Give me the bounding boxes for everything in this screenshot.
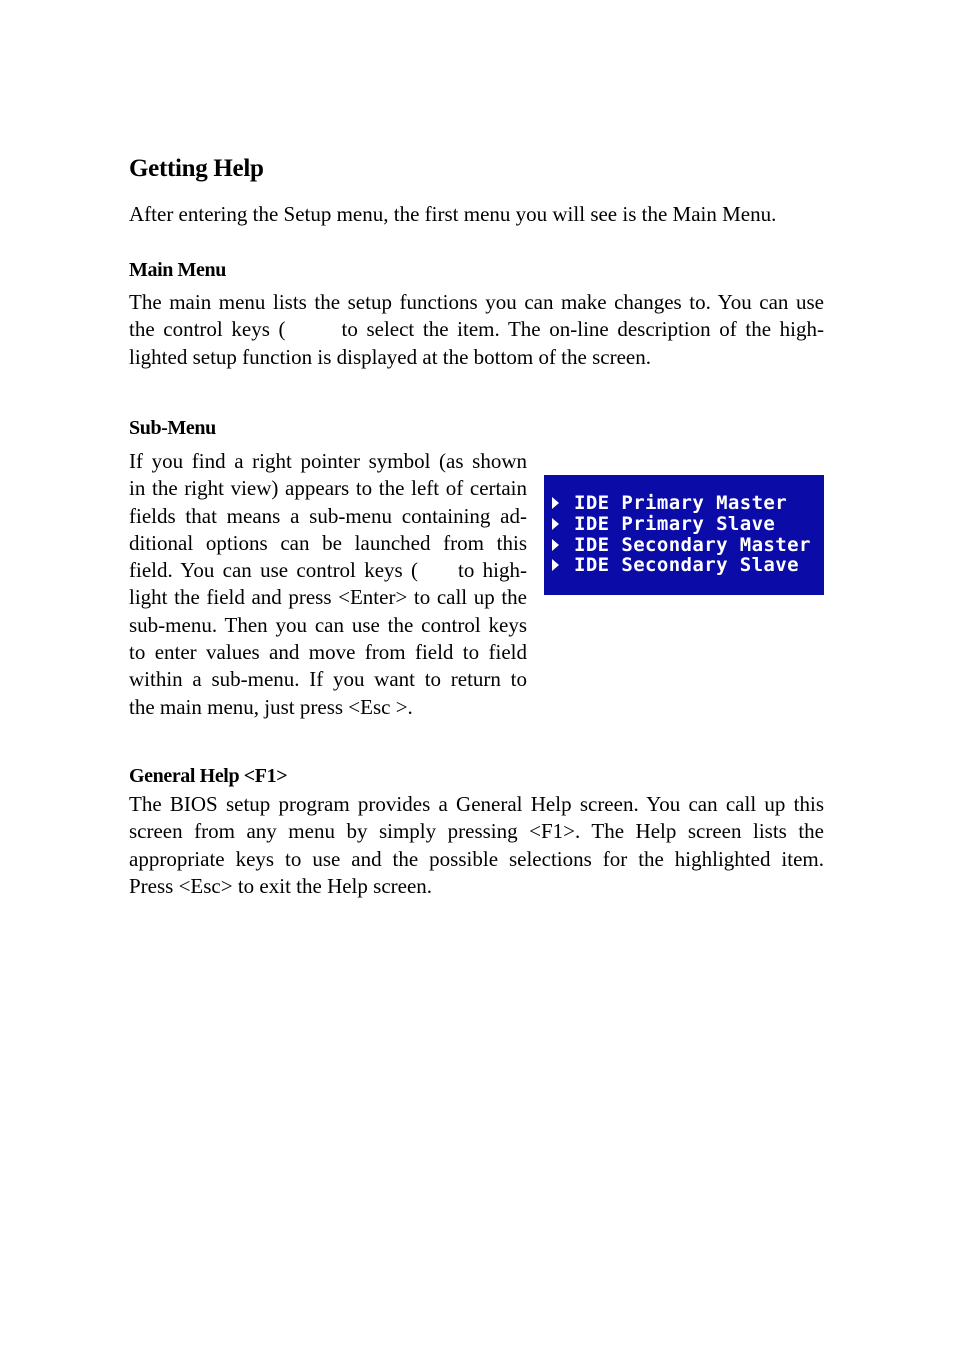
sub-menu-line-5a: field. You can use control keys ( bbox=[129, 558, 419, 583]
right-pointer-icon bbox=[552, 518, 559, 530]
bios-item-ide-secondary-slave bbox=[552, 555, 799, 575]
sub-menu-line-5b: to high- bbox=[458, 558, 527, 583]
main-menu-line-2 bbox=[129, 316, 824, 343]
page-title: Getting Help bbox=[129, 155, 264, 182]
sub-menu-paragraph bbox=[129, 448, 527, 721]
general-help-line: screen from any menu by simply pressing <F1>. The Help screen lists the bbox=[129, 819, 824, 844]
right-pointer-icon bbox=[552, 497, 559, 509]
bios-item-label: IDE Primary Slave bbox=[574, 513, 776, 535]
bios-item-ide-secondary-master bbox=[552, 535, 811, 555]
general-help-line: appropriate keys to use and the possible selections for the highlighted item. bbox=[129, 846, 824, 871]
main-menu-line-1: The main menu lists the setup functions you can make changes to. You can use bbox=[129, 290, 824, 314]
general-help-line: The BIOS setup program provides a General Help screen. You can call up this bbox=[129, 792, 824, 816]
sub-menu-line: within a sub-menu. If you want to return to bbox=[129, 667, 527, 692]
main-menu-line-2b: to select the item. The on-line description of the high- bbox=[341, 317, 825, 342]
right-pointer-icon bbox=[552, 559, 559, 571]
sub-menu-line: fields that means a sub-menu containing ad- bbox=[129, 503, 527, 528]
intro-text: After entering the Setup menu, the first menu you will see is the Main Menu. bbox=[129, 202, 777, 226]
bios-item-label: IDE Secondary Slave bbox=[574, 554, 799, 576]
general-help-line: Press <Esc> to exit the Help screen. bbox=[129, 873, 433, 898]
sub-menu-heading: Sub-Menu bbox=[129, 417, 216, 439]
sub-menu-line: to enter values and move from field to field bbox=[129, 640, 527, 665]
bios-item-ide-primary-slave bbox=[552, 514, 775, 534]
right-pointer-icon bbox=[552, 539, 559, 551]
sub-menu-line: ditional options can be launched from this bbox=[129, 530, 527, 555]
sub-menu-line: light the field and press <Enter> to call up the bbox=[129, 585, 527, 610]
main-menu-paragraph bbox=[129, 289, 824, 371]
sub-menu-line: sub-menu. Then you can use the control keys bbox=[129, 612, 527, 637]
bios-item-label: IDE Secondary Master bbox=[574, 534, 811, 556]
bios-item-ide-primary-master bbox=[552, 493, 787, 513]
general-help-paragraph bbox=[129, 791, 824, 900]
main-menu-line-2a: the control keys ( bbox=[129, 317, 286, 342]
sub-menu-line: in the right view) appears to the left of certain bbox=[129, 476, 527, 501]
sub-menu-line: the main menu, just press <Esc >. bbox=[129, 694, 413, 719]
sub-menu-line: If you find a right pointer symbol (as shown bbox=[129, 449, 527, 473]
main-menu-line-3: lighted setup function is displayed at the bottom of the screen. bbox=[129, 344, 651, 369]
bios-submenu-screenshot bbox=[544, 475, 824, 595]
sub-menu-line bbox=[129, 557, 527, 584]
general-help-heading: General Help <F1> bbox=[129, 765, 288, 787]
bios-item-label: IDE Primary Master bbox=[574, 492, 788, 514]
main-menu-heading: Main Menu bbox=[129, 259, 226, 281]
